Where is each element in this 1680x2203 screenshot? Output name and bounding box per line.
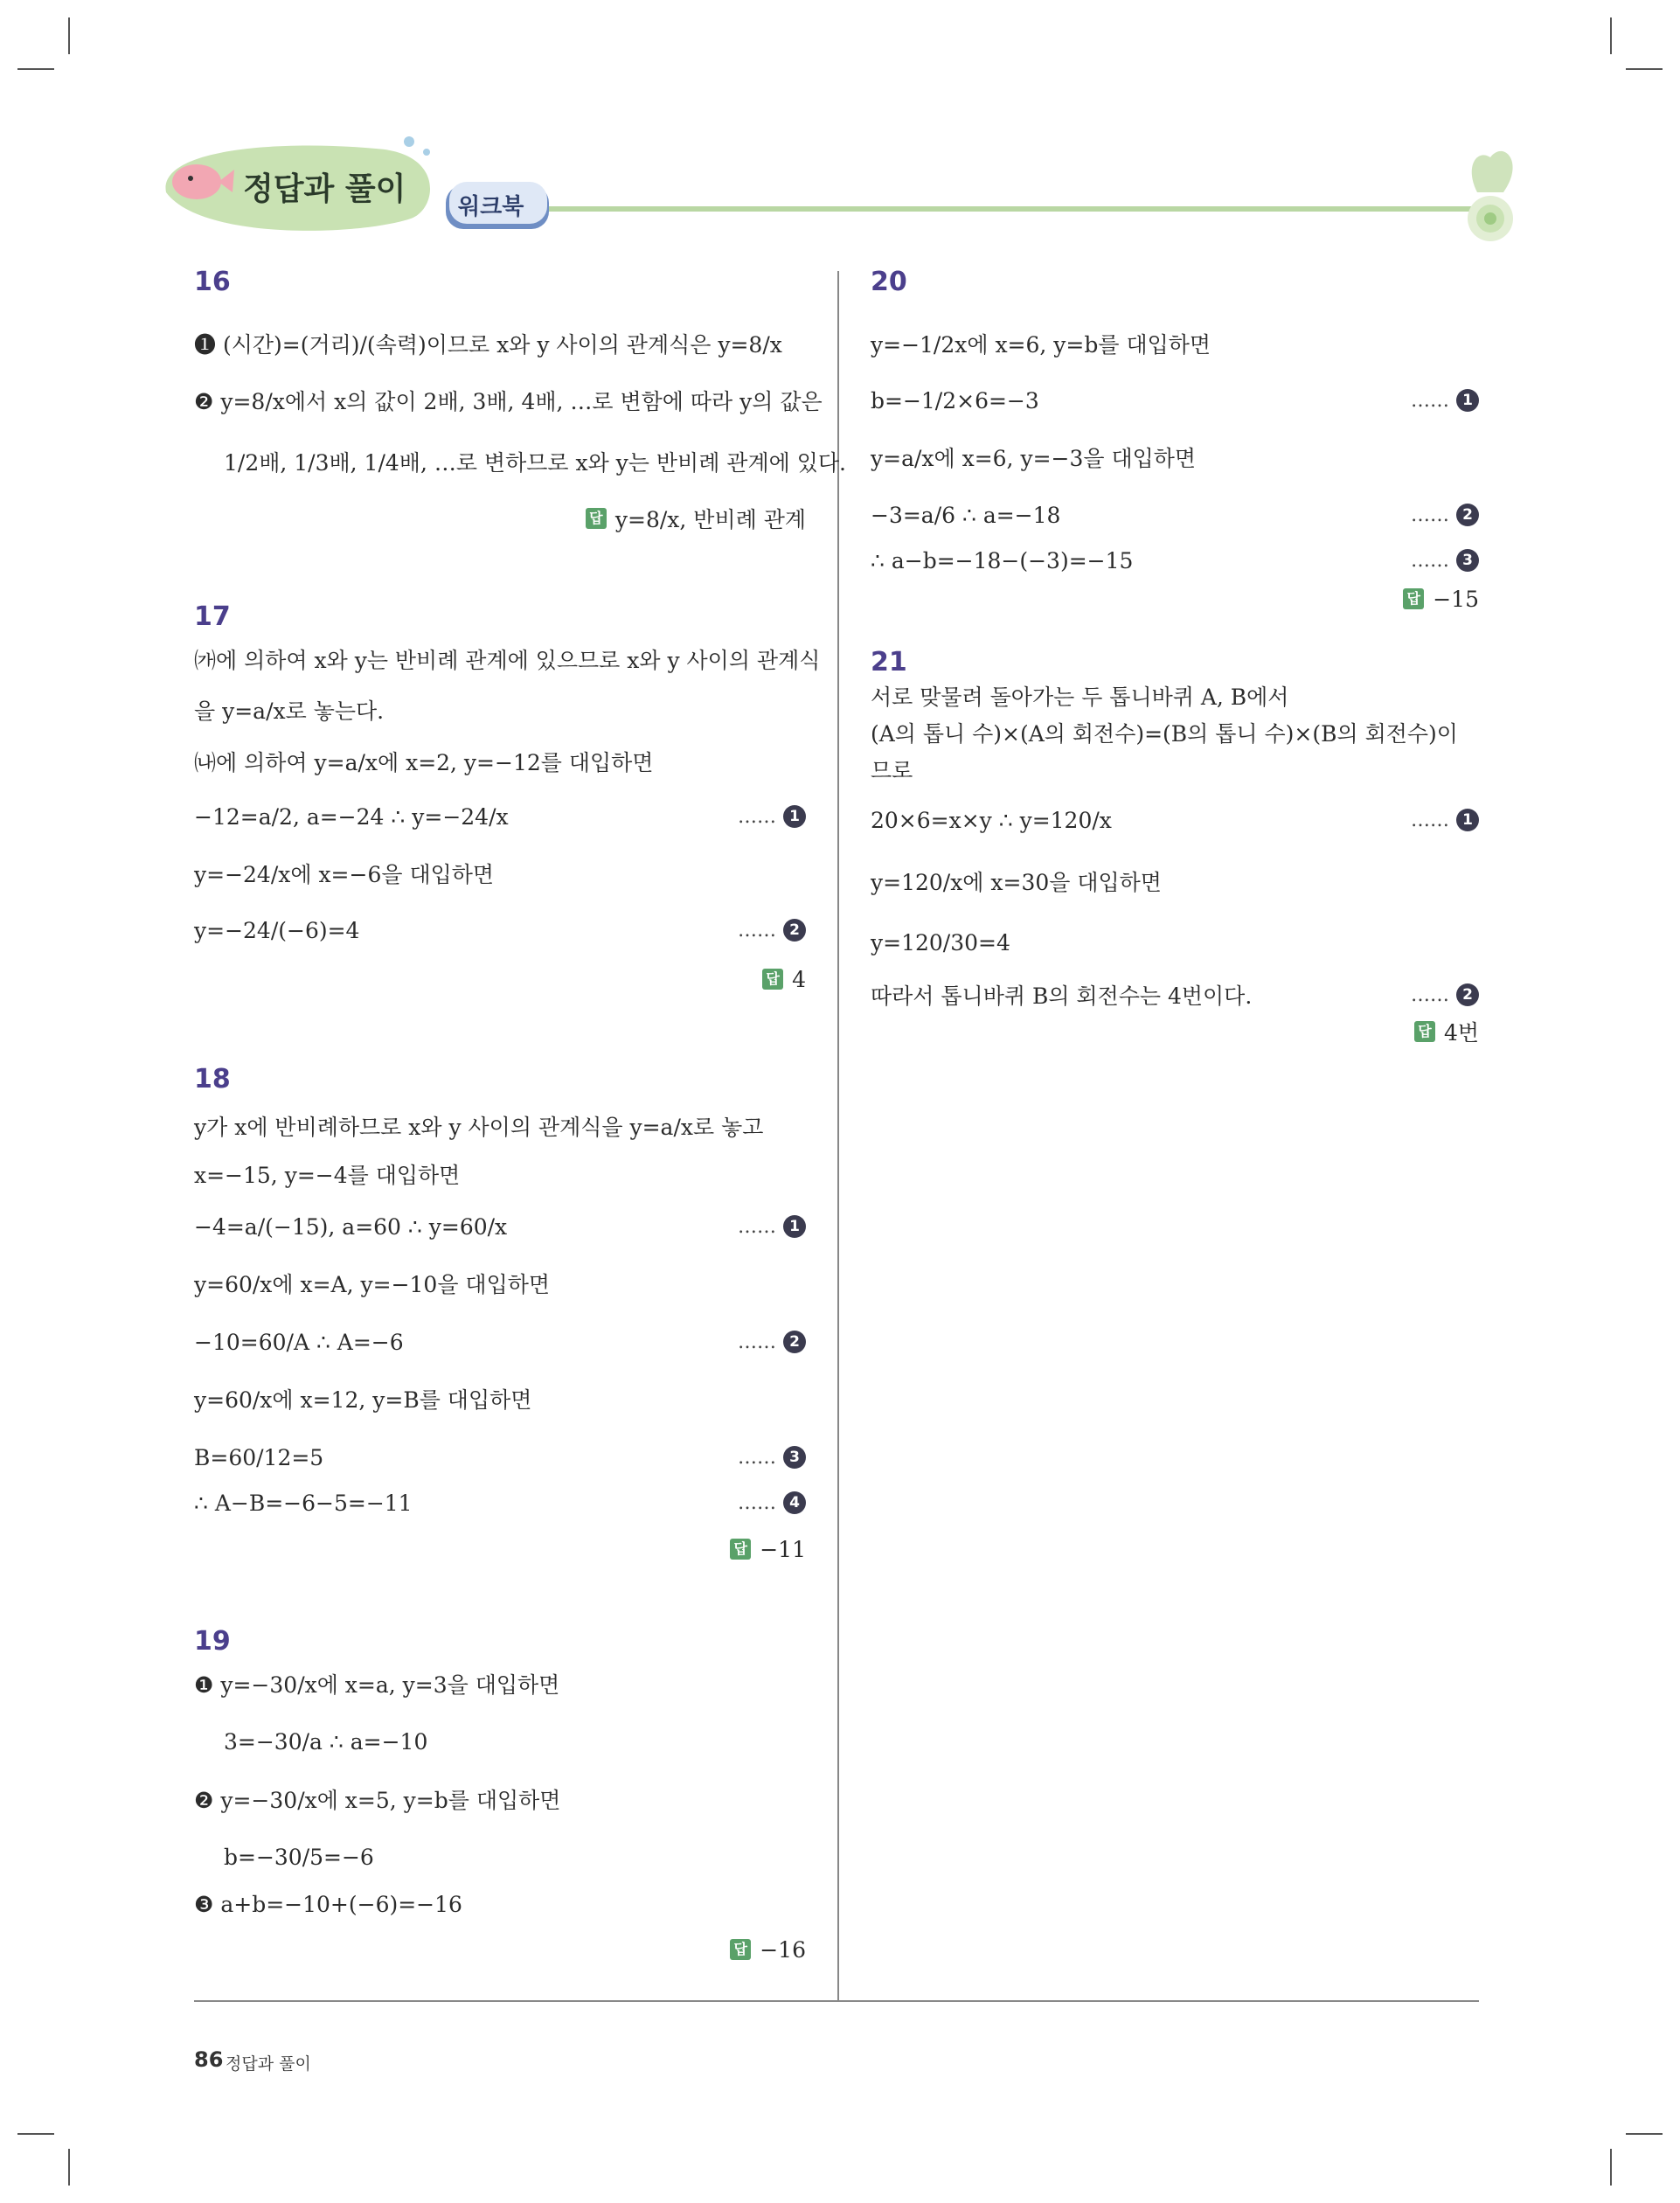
answer: 답 4번	[1414, 1014, 1479, 1049]
solution-line: b=−30/5=−6	[224, 1844, 374, 1870]
solution-line: 을 y=a/x로 놓는다.	[194, 698, 385, 724]
solution-line: −4=a/(−15), a=60 ∴ y=60/x …… 1	[194, 1204, 806, 1249]
solution-line: 따라서 톱니바퀴 B의 회전수는 4번이다. …… 2	[871, 972, 1479, 1018]
footer-label: 정답과 풀이	[226, 2054, 311, 2074]
step-marker: …… 2	[1411, 492, 1479, 538]
answer-badge: 답	[762, 969, 783, 990]
answer-badge: 답	[586, 508, 607, 529]
problem-17	[194, 601, 821, 992]
solution-line: 1/2배, 1/3배, 1/4배, …로 변하므로 x와 y는 반비례 관계에 있다.	[224, 450, 846, 476]
solution-line: −10=60/A ∴ A=−6 …… 2	[194, 1319, 806, 1365]
solution-line: 20×6=x×y ∴ y=120/x …… 1	[871, 797, 1479, 843]
problem-number: 20	[871, 267, 907, 297]
crop-mark	[17, 2133, 54, 2135]
solution-line: −12=a/2, a=−24 ∴ y=−24/x …… 1	[194, 794, 806, 839]
solution-line: ㈏에 의하여 y=a/x에 x=2, y=−12를 대입하면	[194, 750, 654, 775]
step-marker: …… 3	[1411, 538, 1479, 583]
solution-line: 서로 맞물려 돌아가는 두 톱니바퀴 A, B에서	[871, 685, 1289, 710]
answer: 답 y=8/x, 반비례 관계	[586, 501, 806, 536]
problem-number: 19	[194, 1626, 231, 1657]
solution-line: ❶ y=−30/x에 x=a, y=3을 대입하면	[194, 1672, 560, 1698]
crop-mark	[68, 2149, 70, 2186]
header-tag: 워크북	[458, 194, 524, 220]
solution-line: 므로	[871, 758, 913, 783]
solution-line: ❶ (시간)=(거리)/(속력)이므로 x와 y 사이의 관계식은 y=8/x	[194, 332, 782, 358]
solution-line: y=−24/x에 x=−6을 대입하면	[194, 862, 495, 887]
problem-number: 21	[871, 647, 907, 678]
solution-line: y=−24/(−6)=4 …… 2	[194, 907, 806, 953]
crop-mark	[17, 68, 54, 70]
solution-line: ❷ y=8/x에서 x의 값이 2배, 3배, 4배, …로 변함에 따라 y의 값은	[194, 389, 823, 414]
solution-line: y=60/x에 x=12, y=B를 대입하면	[194, 1387, 532, 1413]
solution-line: ㈎에 의하여 x와 y는 반비례 관계에 있으므로 x와 y 사이의 관계식	[194, 648, 821, 673]
solution-line: ∴ a−b=−18−(−3)=−15 …… 3	[871, 538, 1479, 583]
solution-line: y=60/x에 x=A, y=−10을 대입하면	[194, 1272, 551, 1297]
crop-mark	[1626, 68, 1663, 70]
problem-number: 17	[194, 601, 231, 632]
bottom-rule	[194, 2000, 1479, 2002]
answer: 답 −15	[1403, 581, 1479, 616]
problem-20	[871, 267, 1479, 612]
problem-number: 16	[194, 267, 231, 297]
solution-line: B=60/12=5 …… 3	[194, 1435, 806, 1480]
answer: 답 −16	[730, 1932, 806, 1967]
step-marker: …… 1	[738, 1204, 806, 1249]
solution-line: y=120/x에 x=30을 대입하면	[871, 870, 1162, 895]
step-marker: …… 1	[1411, 378, 1479, 423]
header-title: 정답과 풀이	[243, 171, 406, 207]
step-marker: …… 4	[738, 1480, 806, 1525]
problem-16	[194, 267, 846, 532]
step-marker: …… 1	[738, 794, 806, 839]
answer-badge: 답	[1403, 588, 1424, 609]
problem-18	[194, 1064, 806, 1562]
column-divider	[837, 271, 839, 2000]
step-marker: …… 2	[1411, 972, 1479, 1018]
solution-line: y=−1/2x에 x=6, y=b를 대입하면	[871, 332, 1211, 358]
answer: 답 4	[762, 962, 806, 997]
answer-badge: 답	[730, 1939, 751, 1960]
solution-line: y=a/x에 x=6, y=−3을 대입하면	[871, 446, 1197, 471]
solution-line: b=−1/2×6=−3 …… 1	[871, 378, 1479, 423]
problem-number: 18	[194, 1064, 231, 1095]
solution-line: x=−15, y=−4를 대입하면	[194, 1163, 461, 1188]
answer-badge: 답	[1414, 1021, 1435, 1042]
answer-badge: 답	[730, 1539, 751, 1560]
page-number: 86	[194, 2047, 224, 2072]
solution-line: ❷ y=−30/x에 x=5, y=b를 대입하면	[194, 1788, 561, 1813]
step-marker: …… 3	[738, 1435, 806, 1480]
problem-21	[871, 647, 1479, 1046]
solution-line: ❸ a+b=−10+(−6)=−16	[194, 1891, 462, 1917]
crop-mark	[68, 17, 70, 54]
crop-mark	[1626, 2133, 1663, 2135]
crop-mark	[1610, 2149, 1612, 2186]
crop-mark	[1610, 17, 1612, 54]
solution-line: ∴ A−B=−6−5=−11 …… 4	[194, 1480, 806, 1525]
solution-line: y가 x에 반비례하므로 x와 y 사이의 관계식을 y=a/x로 놓고	[194, 1115, 764, 1140]
problem-19	[194, 1626, 806, 1963]
step-marker: …… 1	[1411, 797, 1479, 843]
solution-line: 3=−30/a ∴ a=−10	[224, 1728, 428, 1755]
step-marker: …… 2	[738, 1319, 806, 1365]
solution-line: y=120/30=4	[871, 929, 1010, 956]
solution-line: (A의 톱니 수)×(A의 회전수)=(B의 톱니 수)×(B의 회전수)이	[871, 721, 1458, 747]
answer: 답 −11	[730, 1532, 806, 1567]
step-marker: …… 2	[738, 907, 806, 953]
solution-line: −3=a/6 ∴ a=−18 …… 2	[871, 492, 1479, 538]
